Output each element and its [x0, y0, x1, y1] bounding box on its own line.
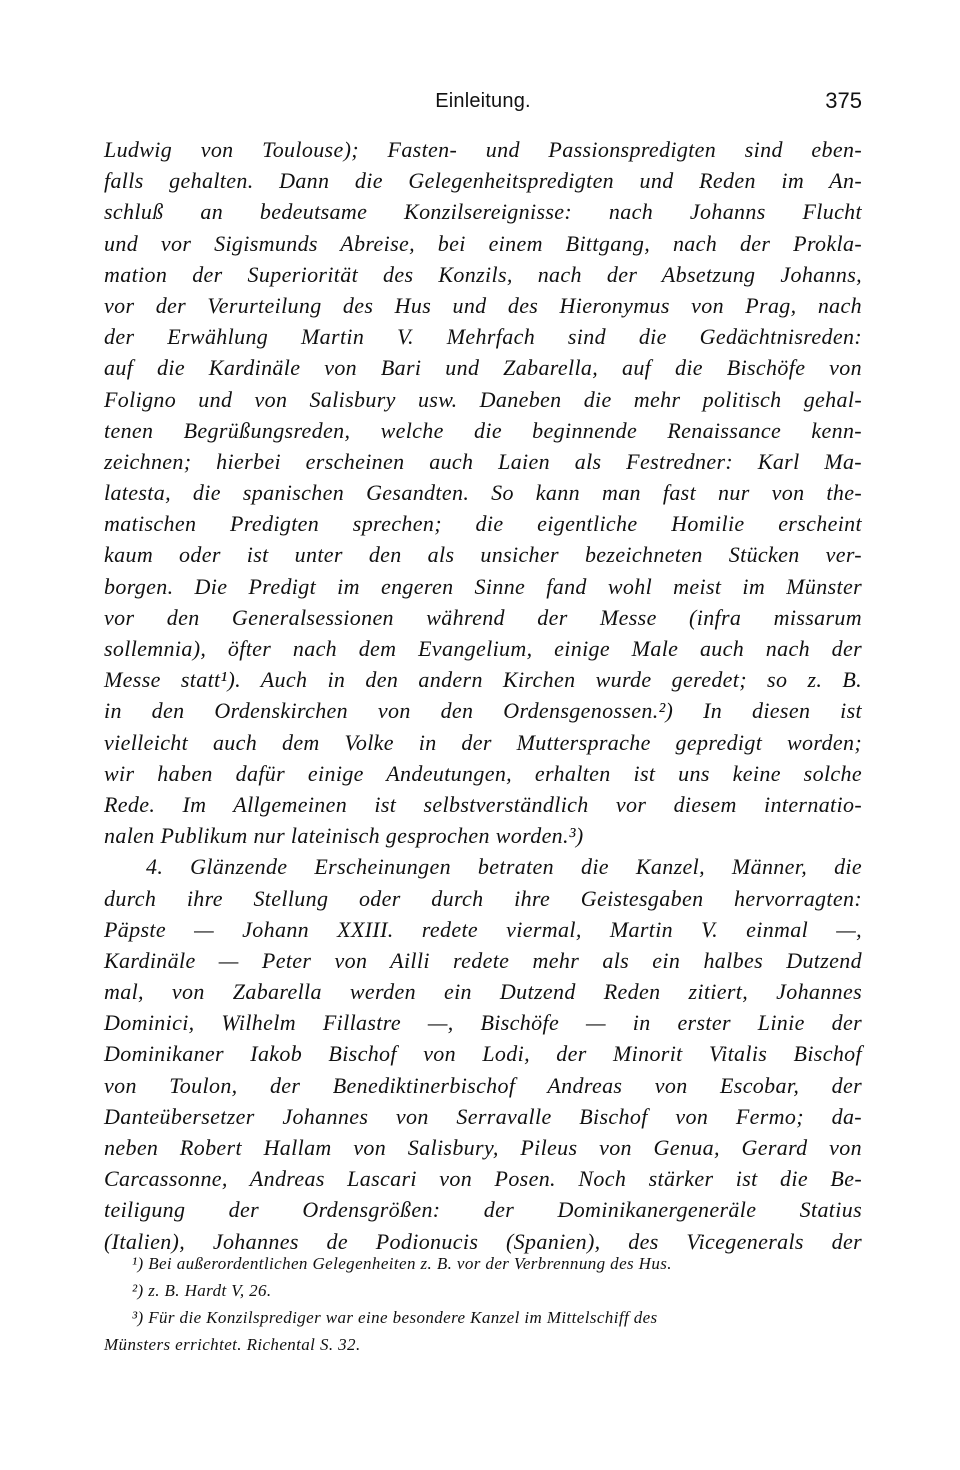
text-line: Kardinäle — Peter von Ailli redete mehr als ein halbes Dutzend [104, 947, 862, 973]
text-line: Carcassonne, Andreas Lascari von Posen. Noch stärker ist die Be- [104, 1166, 862, 1192]
body-text [104, 134, 862, 1257]
text-line: (Italien), Johannes de Podionucis (Spanien), des Vicegenerals der [104, 1228, 862, 1254]
footnote-3: ³) Für die Konzilsprediger war eine besondere Kanzel im Mittelschiff des [132, 1308, 658, 1327]
text-line: mation der Superiorität des Konzils, nach der Absetzung Johanns, [104, 261, 862, 287]
text-line: vor den Generalsessionen während der Messe (infra missarum [104, 604, 862, 630]
footnote-1: ¹) Bei außerordentlichen Gelegenheiten z. B. vor der Verbrennung des Hus. [132, 1254, 672, 1273]
text-line: zeichnen; hierbei erscheinen auch Laien als Festredner: Karl Ma- [104, 448, 862, 474]
text-line: nalen Publikum nur lateinisch gesprochen worden.³) [104, 823, 584, 849]
text-line: Foligno und von Salisbury usw. Daneben die mehr politisch gehal- [104, 386, 862, 412]
text-line: auf die Kardinäle von Bari und Zabarella, auf die Bischöfe von [104, 355, 862, 381]
text-line: 4. Glänzende Erscheinungen betraten die Kanzel, Männer, die [146, 854, 862, 880]
text-line: Ludwig von Toulouse); Fasten- und Passionspredigten sind eben- [104, 137, 862, 162]
footnotes [104, 1250, 862, 1358]
running-title: Einleitung. [435, 90, 531, 112]
text-line: sollemnia), öfter nach dem Evangelium, einige Male auch nach der [104, 636, 862, 661]
text-line: tenen Begrüßungsreden, welche die beginnende Renaissance kenn- [104, 417, 862, 443]
text-line: Dominikaner Iakob Bischof von Lodi, der Minorit Vitalis Bischof [104, 1041, 862, 1067]
text-line: schluß an bedeutsame Konzilsereignisse: nach Johanns Flucht [104, 199, 862, 225]
text-line: Messe statt¹). Auch in den andern Kirchen wurde geredet; so z. B. [104, 667, 862, 693]
text-line: vor der Verurteilung des Hus und des Hieronymus von Prag, nach [104, 292, 862, 318]
text-line: Danteübersetzer Johannes von Serravalle Bischof von Fermo; da- [104, 1103, 862, 1129]
text-line: in den Ordenskirchen von den Ordensgenossen.²) In diesen ist [104, 698, 862, 724]
footnote-3-continuation: Münsters errichtet. Richental S. 32. [104, 1335, 361, 1354]
page-number: 375 [825, 88, 862, 113]
text-line: der Erwählung Martin V. Mehrfach sind die Gedächtnisreden: [104, 324, 862, 350]
text-line: vielleicht auch dem Volke in der Muttersprache gepredigt worden; [104, 729, 862, 755]
text-line: kaum oder ist unter den als unsicher bezeichneten Stücken ver- [104, 542, 862, 568]
text-line: mal, von Zabarella werden ein Dutzend Reden zitiert, Johannes [104, 979, 862, 1005]
text-line: latesta, die spanischen Gesandten. So kann man fast nur von the- [104, 480, 862, 506]
text-line: Rede. Im Allgemeinen ist selbstverständlich vor diesem internatio- [104, 791, 862, 817]
text-line: neben Robert Hallam von Salisbury, Pileus von Genua, Gerard von [104, 1135, 862, 1160]
text-line: und vor Sigismunds Abreise, bei einem Bittgang, nach der Prokla- [104, 230, 862, 256]
text-line: wir haben dafür einige Andeutungen, erhalten ist uns keine solche [104, 760, 862, 786]
text-line: Dominici, Wilhelm Fillastre —, Bischöfe — in erster Linie der [104, 1010, 862, 1036]
text-line: teiligung der Ordensgrößen: der Dominikanergeneräle Statius [104, 1197, 862, 1223]
page-header [104, 86, 862, 116]
text-line: durch ihre Stellung oder durch ihre Geistesgaben hervorragten: [104, 885, 862, 911]
text-line: Päpste — Johann XXIII. redete viermal, Martin V. einmal —, [104, 916, 862, 942]
text-line: falls gehalten. Dann die Gelegenheitspredigten und Reden im An- [104, 168, 862, 194]
text-line: von Toulon, der Benediktinerbischof Andreas von Escobar, der [104, 1072, 862, 1098]
footnote-2: ²) z. B. Hardt V, 26. [132, 1281, 272, 1300]
text-line: borgen. Die Predigt im engeren Sinne fand wohl meist im Münster [104, 573, 862, 599]
text-line: matischen Predigten sprechen; die eigentliche Homilie erscheint [104, 511, 862, 537]
